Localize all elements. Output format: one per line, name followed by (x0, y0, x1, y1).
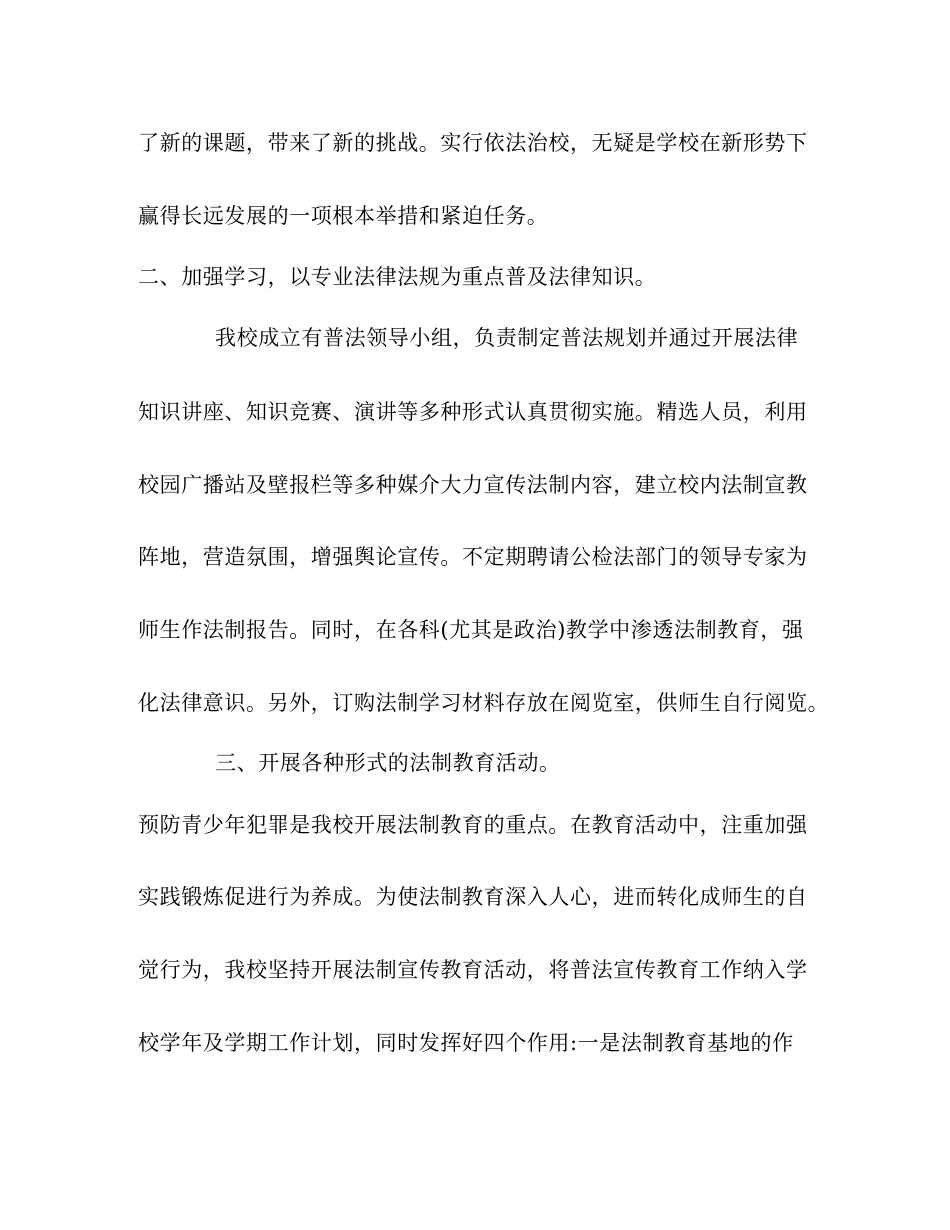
paragraph-line: 阵地，营造氛围，增强舆论宣传。不定期聘请公检法部门的领导专家为 (138, 545, 808, 569)
paragraph-line: 校园广播站及壁报栏等多种媒介大力宣传法制内容，建立校内法制宣教 (138, 473, 808, 497)
paragraph-line: 实践锻炼促进行为养成。为使法制教育深入人心，进而转化成师生的自 (138, 885, 808, 909)
paragraph-line: 化法律意识。另外，订购法制学习材料存放在阅览室，供师生自行阅览。 (138, 691, 830, 715)
paragraph-line: 我校成立有普法领导小组，负责制定普法规划并通过开展法律 (215, 326, 799, 350)
paragraph-line: 了新的课题，带来了新的挑战。实行依法治校，无疑是学校在新形势下 (138, 131, 808, 155)
paragraph-line: 师生作法制报告。同时，在各科(尤其是政治)教学中渗透法制教育，强 (138, 618, 804, 642)
section-heading: 二、加强学习，以专业法律法规为重点普及法律知识。 (138, 265, 657, 289)
section-heading: 三、开展各种形式的法制教育活动。 (215, 751, 561, 775)
paragraph-line: 预防青少年犯罪是我校开展法制教育的重点。在教育活动中，注重加强 (138, 813, 808, 837)
paragraph-line: 觉行为，我校坚持开展法制宣传教育活动，将普法宣传教育工作纳入学 (138, 958, 808, 982)
paragraph-line: 赢得长远发展的一项根本举措和紧迫任务。 (138, 204, 549, 228)
paragraph-line: 知识讲座、知识竞赛、演讲等多种形式认真贯彻实施。精选人员，利用 (138, 400, 808, 424)
paragraph-line: 校学年及学期工作计划，同时发挥好四个作用:一是法制教育基地的作 (138, 1031, 794, 1055)
